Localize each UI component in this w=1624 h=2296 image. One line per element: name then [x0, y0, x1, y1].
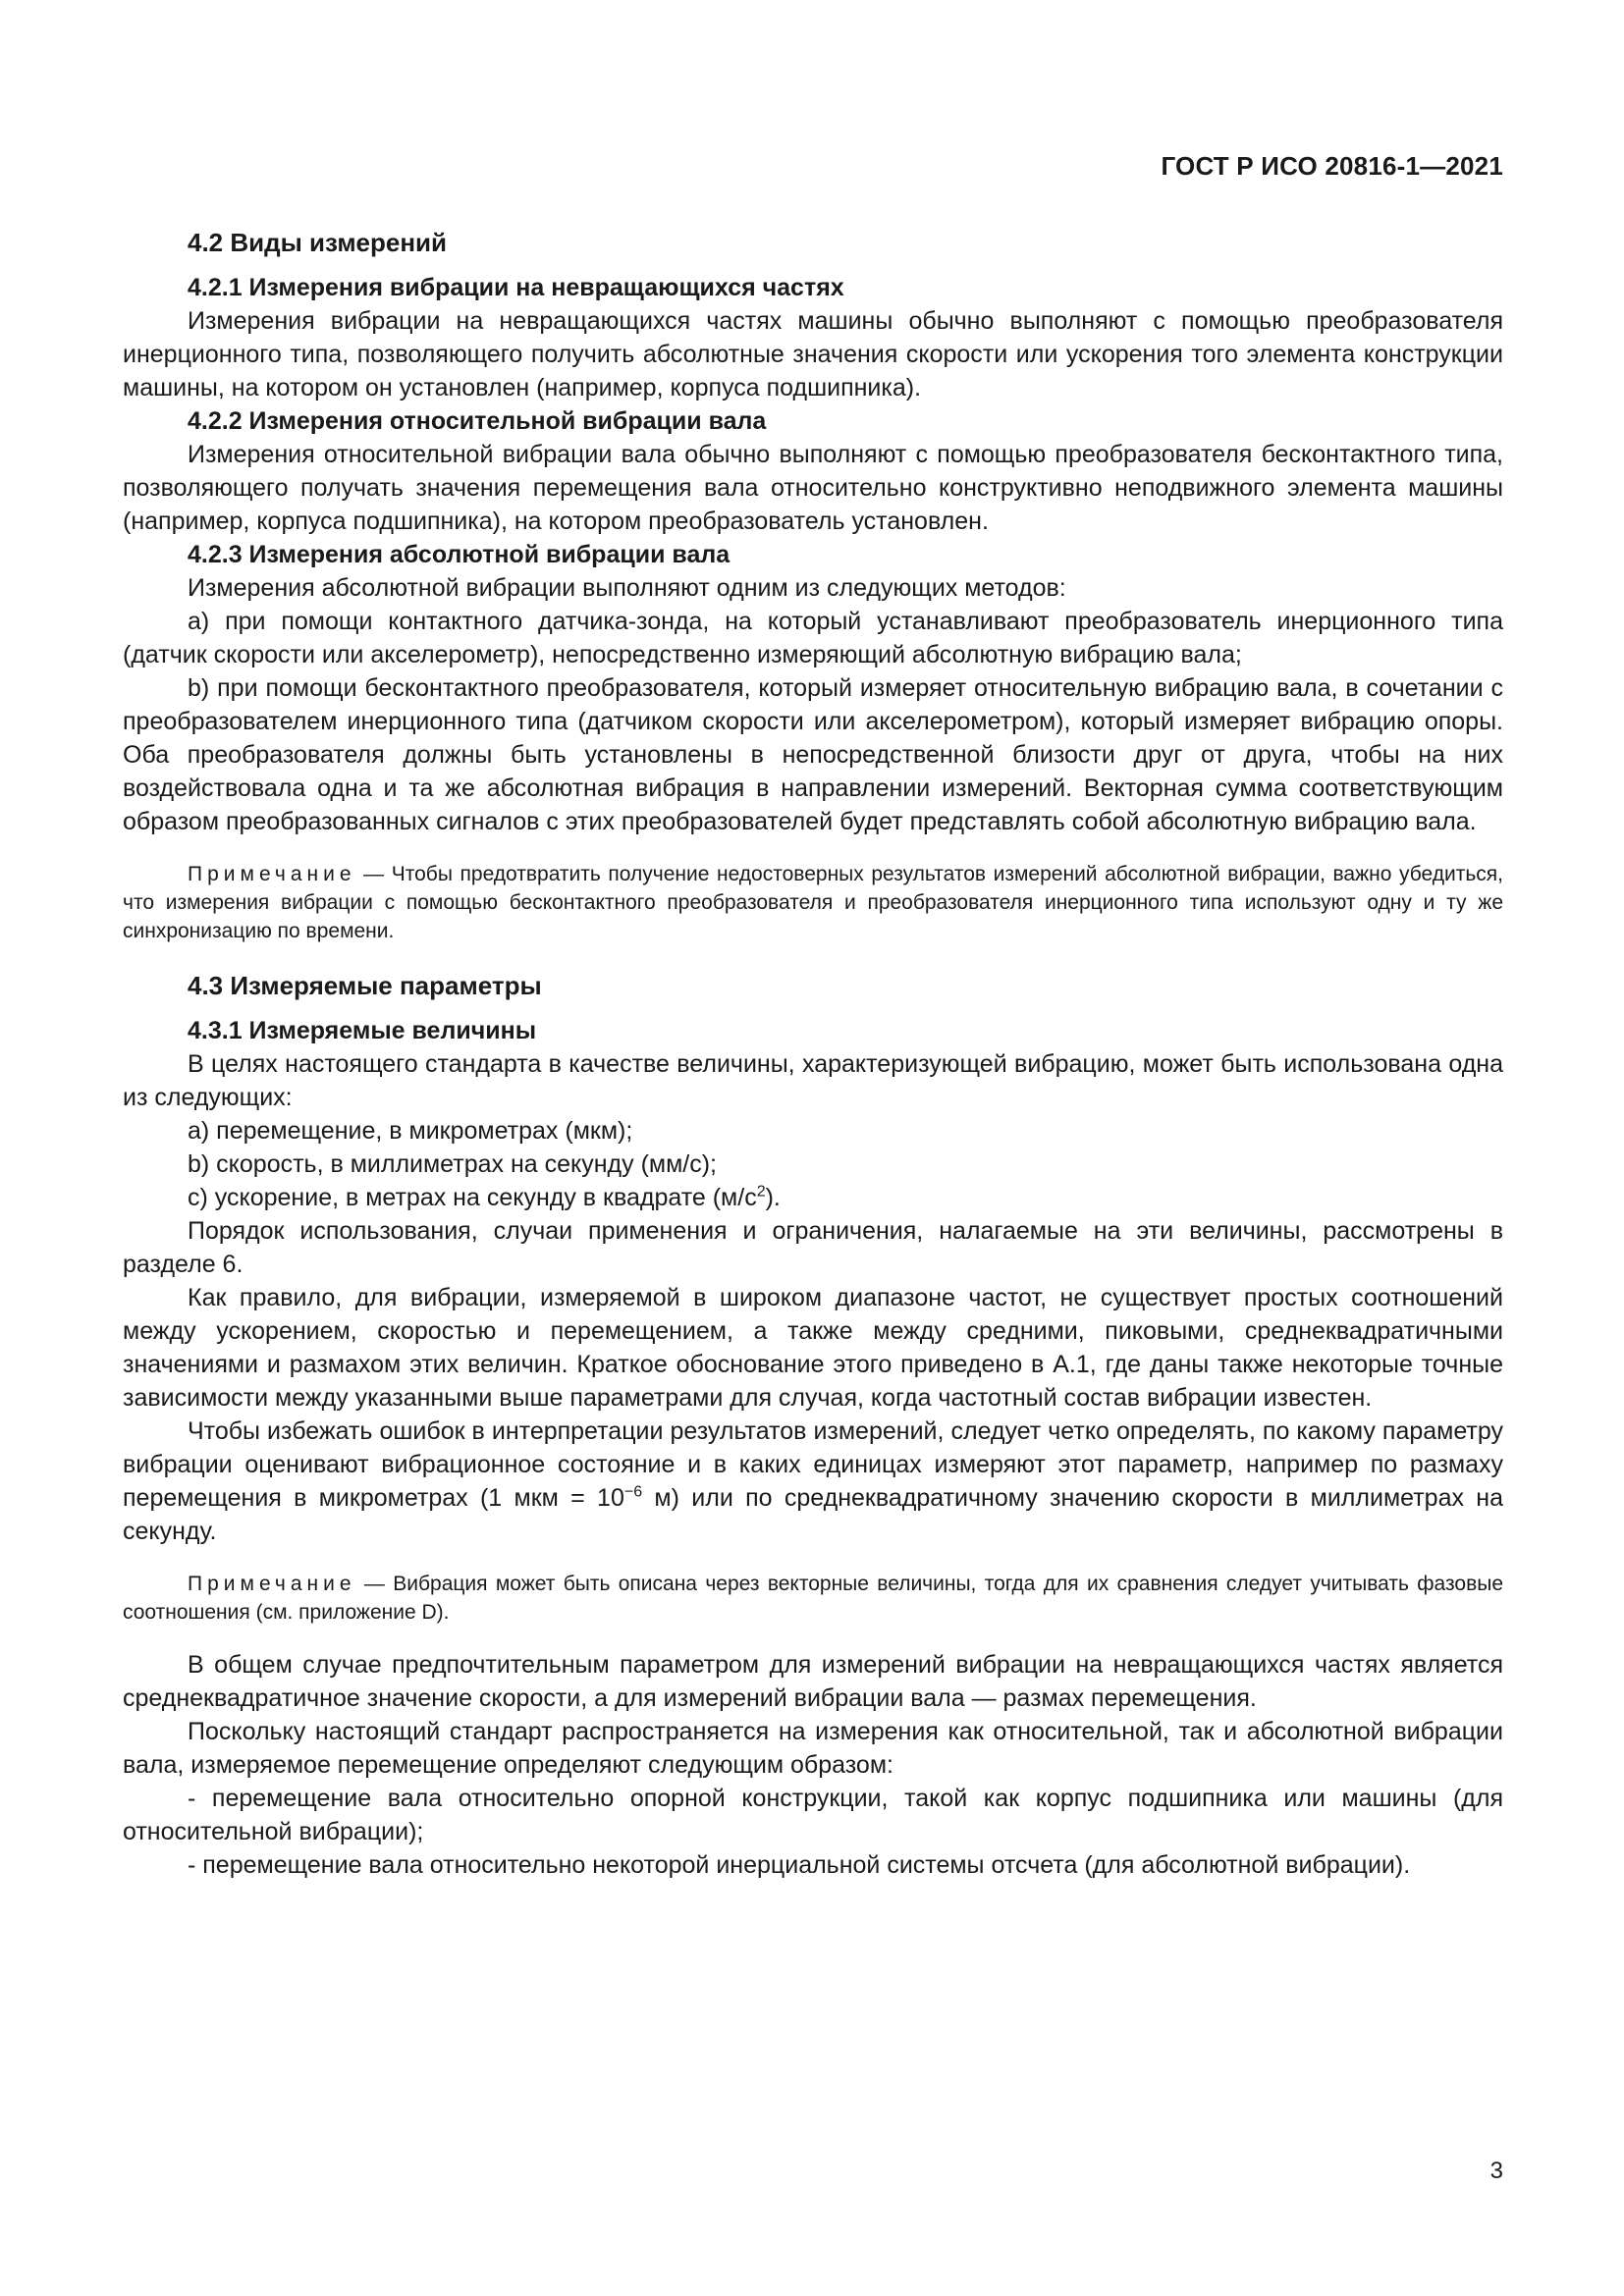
section-4-2-3-intro: Измерения абсолютной вибрации выполняют одним из следующих методов: — [188, 574, 1066, 602]
section-4-3-1-item-a: a) перемещение, в микрометрах (мкм); — [188, 1117, 633, 1145]
paragraph-4-superscript: −6 — [623, 1483, 643, 1501]
standard-header: ГОСТ Р ИСО 20816-1—2021 — [1161, 151, 1503, 181]
section-4-2-1-paragraph: Измерения вибрации на невращающихся частях машины обычно выполняют с помощью преобразователя инерционного типа, позволяющего получить абсолютные значения скорости или ускорения того элемента конструкции машины, на котором он установлен (например, корпуса подшипника). — [123, 307, 1503, 401]
section-4-3-1-paragraph-6: Поскольку настоящий стандарт распространяется на измерения как относительной, так и абсолютной вибрации вала, измеряемое перемещение определяют следующим образом: — [123, 1718, 1503, 1779]
section-4-3-1-paragraph-4 — [123, 1415, 1503, 1548]
item-c-end: ). — [765, 1184, 781, 1211]
section-4-3-1-paragraph-5: В общем случае предпочтительным параметром для измерений вибрации на невращающихся частях является среднеквадратичное значение скорости, а для измерений вибрации вала — размах перемещения. — [123, 1651, 1503, 1712]
section-4-3-1-title: 4.3.1 Измеряемые величины — [188, 1017, 537, 1044]
section-4-3-1-item-c — [123, 1181, 1503, 1214]
note-label: Примечание — [188, 1573, 356, 1595]
section-4-3-1-dash-item-1: - перемещение вала относительно опорной конструкции, такой как корпус подшипника или машины (для относительной вибрации); — [123, 1785, 1503, 1845]
page-content — [123, 226, 1503, 1882]
paragraph-4-end: м) или по среднеквадратичному значению скорости в миллиметрах на секунду. — [123, 1484, 1503, 1545]
note-label: Примечание — [188, 863, 356, 885]
section-4-2-3-title: 4.2.3 Измерения абсолютной вибрации вала — [188, 541, 731, 568]
paragraph-4-text: Чтобы избежать ошибок в интерпретации результатов измерений, следует четко определять, по какому параметру вибрации оценивают вибрационное состояние и в каких единицах измеряют этот параметр, например по размаху перемещения в микрометрах (1 мкм = 10 — [123, 1417, 1503, 1512]
note-text: — Вибрация может быть описана через векторные величины, тогда для их сравнения следует учитывать фазовые соотношения (см. приложение D). — [123, 1573, 1503, 1624]
section-4-2-2-title: 4.2.2 Измерения относительной вибрации вала — [188, 407, 767, 435]
section-4-3-title: 4.3 Измеряемые параметры — [188, 971, 542, 1000]
note-text: — Чтобы предотвратить получение недостоверных результатов измерений абсолютной вибрации, важно убедиться, что измерения вибрации с помощью бесконтактного преобразователя и преобразователя инерционного типа используют одну и ту же синхронизацию по времени. — [123, 863, 1503, 942]
section-4-3-1-intro: В целях настоящего стандарта в качестве величины, характеризующей вибрацию, может быть использована одна из следующих: — [123, 1050, 1503, 1111]
section-4-3-1-dash-item-2: - перемещение вала относительно некоторой инерциальной системы отсчета (для абсолютной вибрации). — [188, 1851, 1411, 1879]
section-4-2-2-paragraph: Измерения относительной вибрации вала обычно выполняют с помощью преобразователя бесконтактного типа, позволяющего получать значения перемещения вала относительно конструктивно неподвижного элемента машины (например, корпуса подшипника), на котором преобразователь установлен. — [123, 441, 1503, 535]
item-c-superscript: 2 — [756, 1183, 766, 1201]
section-4-2-3-item-b: b) при помощи бесконтактного преобразователя, который измеряет относительную вибрацию вала, в сочетании с преобразователем инерционного типа (датчиком скорости или акселерометром), который измеряет вибрацию опоры. Оба преобразователя должны быть установлены в непосредственной близости друг от друга, чтобы на них воздействовала одна и та же абсолютная вибрация в направлении измерений. Векторная сумма соответствующим образом преобразованных сигналов с этих преобразователей будет представлять собой абсолютную вибрацию вала. — [123, 674, 1503, 835]
section-4-2-3-item-a: a) при помощи контактного датчика-зонда, на который устанавливают преобразователь инерционного типа (датчик скорости или акселерометр), непосредственно измеряющий абсолютную вибрацию вала; — [123, 608, 1503, 668]
section-4-3-1-item-b: b) скорость, в миллиметрах на секунду (мм/с); — [188, 1150, 717, 1178]
page-number: 3 — [1489, 2158, 1503, 2184]
section-4-3-1-paragraph-3: Как правило, для вибрации, измеряемой в широком диапазоне частот, не существует простых соотношений между ускорением, скоростью и перемещением, а также между средними, пиковыми, среднеквадратичными значениями и размахом этих величин. Краткое обоснование этого приведено в А.1, где даны также некоторые точные зависимости между указанными выше параметрами для случая, когда частотный состав вибрации известен. — [123, 1284, 1503, 1412]
section-4-3-1-paragraph-2: Порядок использования, случаи применения и ограничения, налагаемые на эти величины, рассмотрены в разделе 6. — [123, 1217, 1503, 1278]
note-4-3-1 — [123, 1570, 1503, 1627]
section-4-2-1-title: 4.2.1 Измерения вибрации на невращающихся частях — [188, 274, 844, 301]
item-c-text: c) ускорение, в метрах на секунду в квадрате (м/с — [188, 1184, 757, 1211]
note-4-2-3 — [123, 860, 1503, 945]
section-4-2-title: 4.2 Виды измерений — [188, 228, 448, 257]
